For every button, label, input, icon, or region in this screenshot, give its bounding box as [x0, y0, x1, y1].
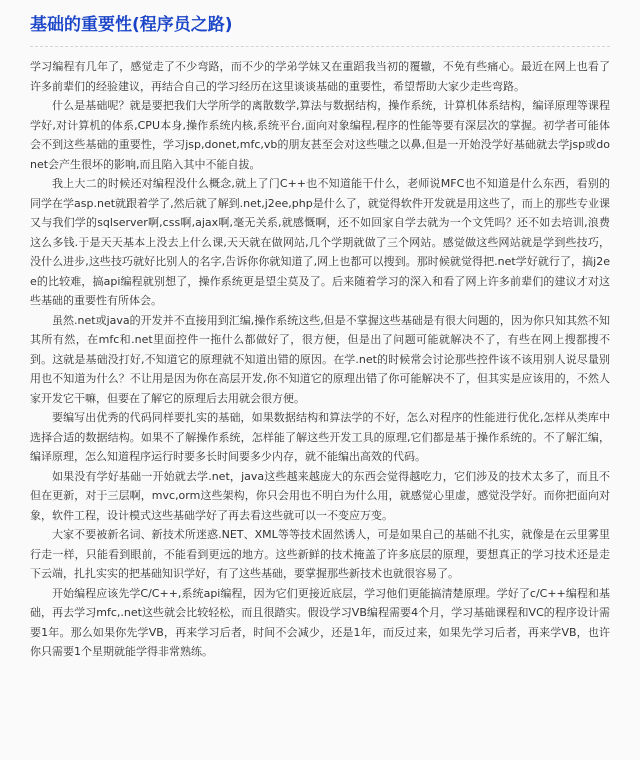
paragraph-new-technologies: 大家不要被新名词、新技术所迷惑.NET、XML等等技术固然诱人，可是如果自己的基础不扎实，就像是在云里雾里行走一样，只能看到眼前，不能看到更远的地方。这些新鲜的技术掩盖了许多底层的原理，要想真正的学习技术还是走下云端，扎扎实实的把基础知识学好，有了这些基础，要掌握那些新技术也就很容易了。	[30, 528, 610, 580]
title-divider	[30, 46, 610, 47]
paragraph-learning-order: 开始编程应该先学C/C++,系统api编程，因为它们更接近底层，学习他们更能搞清楚原理。学好了c/C++编程和基础，再去学习mfc,.net这些就会比较轻松，而且很踏实。假设学习VB编程需要4个月，学习基础课程和VC的程序设计需要1年。那么如果你先学VB，再来学习后者，时间不会减少，还是1年，而反过来，如果先学习后者，再来学VB，也许你只需要1个星期就能学得非常熟练。	[30, 586, 610, 658]
paragraph-quality-code: 要编写出优秀的代码同样要扎实的基础，如果数据结构和算法学的不好，怎么对程序的性能进行优化,怎样从类库中选择合适的数据结构。如果不了解操作系统，怎样能了解这些开发工具的原理,它们都是基于操作系统的。不了解汇编，编译原理，怎么知道程序运行时要多长时间要多少内存，就不能编出高效的代码。	[30, 411, 610, 463]
paragraph-personal-experience: 我上大二的时候还对编程没什么概念,就上了门C++也不知道能干什么，老师说MFC也不知道是什么东西，看别的同学在学asp.net就跟着学了,然后就了解到.net,j2ee,php是什么了，就觉得软件开发就是用这些了，而上的那些专业课又与我们学的sqlserver啊,css啊,ajax啊,毫无关系,就感慨啊，还不如回家自学去就为一个文凭吗？还不如去培训,浪费这么多钱.于是天天基本上没去上什么课,天天就在做网站,几个学期就做了三个网站。感觉做这些网站就是学到些技巧，没什么进步,这些技巧就好比别人的名字,告诉你你就知道了,网上也都可以搜到。那时候就觉得把.net学好就行了，搞j2ee的比较难，搞api编程就别想了，操作系统更是望尘莫及了。后来随着学习的深入和看了网上许多前辈们的建议才对这些基础的重要性有所体会。	[30, 177, 610, 307]
paragraph-intro: 学习编程有几年了，感觉走了不少弯路，而不少的学弟学妹又在重蹈我当初的覆辙，不免有些痛心。最近在网上也看了许多前辈们的经验建议，再结合自己的学习经历在这里谈谈基础的重要性，希望帮助大家少走些弯路。	[30, 60, 610, 93]
paragraph-know-the-principles: 虽然.net或java的开发并不直接用到汇编,操作系统这些,但是不掌握这些基础是有很大问题的，因为你只知其然不知其所有然，在mfc和.net里面控件一拖什么都做好了，很方便，但是出了问题可能就解决不了，有些在网上搜都搜不到。这就是基础没打好,不知道它的原理就不知道出错的原因。在学.net的时候常会讨论那些控件该不该用别人说尽量别用也不知道为什么？不让用是因为你在高层开发,你不知道它的原理出错了你可能解决不了，但其实是应该用的，不然人家开发它干嘛，但要在了解它的原理后去用就会很方便。	[30, 313, 610, 405]
article-title: 基础的重要性(程序员之路)	[30, 15, 233, 35]
article-body	[30, 57, 610, 662]
paragraph-what-is-foundation: 什么是基础呢？就是要把我们大学所学的离散数学,算法与数据结构，操作系统，计算机体系结构，编译原理等课程学好,对计算机的体系,CPU本身,操作系统内核,系统平台,面向对象编程,程序的性能等要有深层次的掌握。初学者可能体会不到这些基础的重要性，学习jsp,donet,mfc,vb的朋友甚至会对这些嗤之以鼻,但是一开始没学好基础就去学jsp或donet会产生很坏的影响,而且陷入其中不能自拔。	[30, 99, 610, 171]
paragraph-large-frameworks: 如果没有学好基础一开始就去学.net，java这些越来越庞大的东西会觉得越吃力，它们涉及的技术太多了，而且不但在更新，对于三层啊，mvc,orm这些架构，你只会用也不明白为什么用，就感觉心里虚，感觉没学好。而你把面向对象，软件工程，设计模式这些基础学好了再去看这些就可以一不变应万变。	[30, 469, 610, 522]
